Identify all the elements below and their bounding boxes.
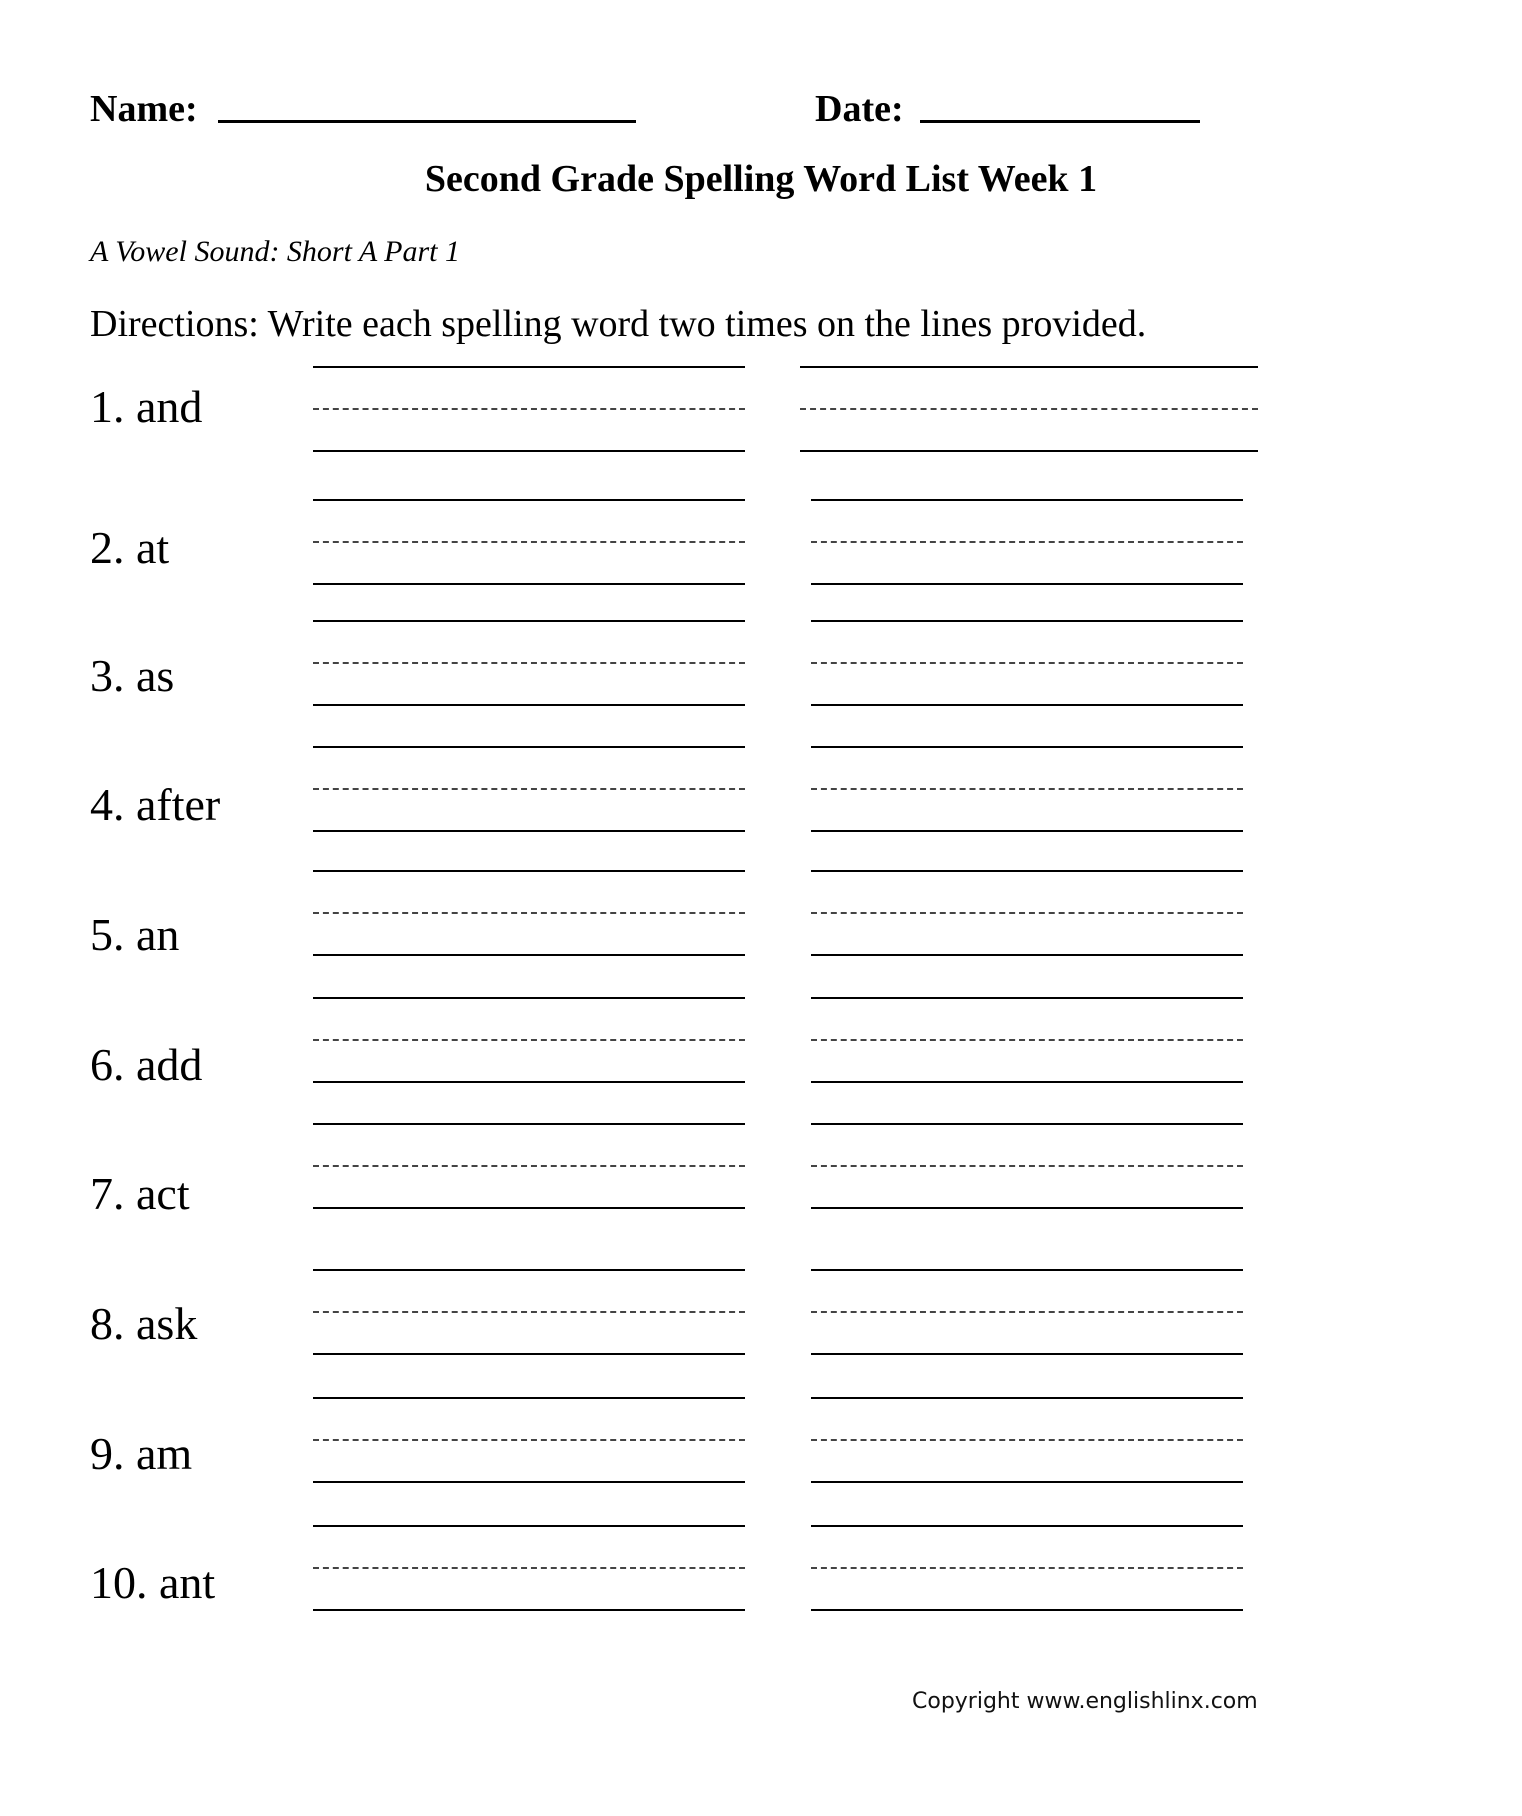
writing-lines-second[interactable] [811,1397,1243,1481]
writing-lines-second[interactable] [811,746,1243,830]
word-label: 2. at [90,522,170,573]
writing-lines-first[interactable] [313,1525,745,1609]
directions-text: Directions: Write each spelling word two times on the lines provided. [90,303,1147,345]
writing-lines-first[interactable] [313,1123,745,1207]
word-label: 8. ask [90,1298,198,1349]
word-label: 1. and [90,381,203,432]
writing-lines-first[interactable] [313,366,745,450]
writing-lines-second[interactable] [811,1123,1243,1207]
writing-lines-first[interactable] [313,1269,745,1353]
worksheet-title: Second Grade Spelling Word List Week 1 [424,158,1098,200]
writing-lines-second[interactable] [811,620,1243,704]
writing-lines-second[interactable] [811,1269,1243,1353]
date-label: Date: [815,88,904,130]
word-label: 6. add [90,1039,203,1090]
word-label: 9. am [90,1428,193,1479]
writing-lines-first[interactable] [313,499,745,583]
word-label: 5. an [90,909,180,960]
writing-lines-first[interactable] [313,870,745,954]
worksheet-subtitle: A Vowel Sound: Short A Part 1 [90,235,461,268]
writing-lines-second[interactable] [811,1525,1243,1609]
writing-lines-first[interactable] [313,620,745,704]
name-label: Name: [90,88,198,130]
word-label: 4. after [90,779,221,830]
word-label: 3. as [90,650,175,701]
writing-lines-second[interactable] [811,499,1243,583]
writing-lines-second[interactable] [811,870,1243,954]
word-label: 10. ant [90,1557,216,1608]
word-label: 7. act [90,1168,190,1219]
writing-lines-first[interactable] [313,746,745,830]
date-field[interactable] [920,120,1200,123]
name-field[interactable] [218,120,636,123]
copyright-text: Copyright www.englishlinx.com [912,1689,1258,1714]
writing-lines-second[interactable] [811,997,1243,1081]
writing-lines-second[interactable] [800,366,1258,450]
writing-lines-first[interactable] [313,997,745,1081]
writing-lines-first[interactable] [313,1397,745,1481]
